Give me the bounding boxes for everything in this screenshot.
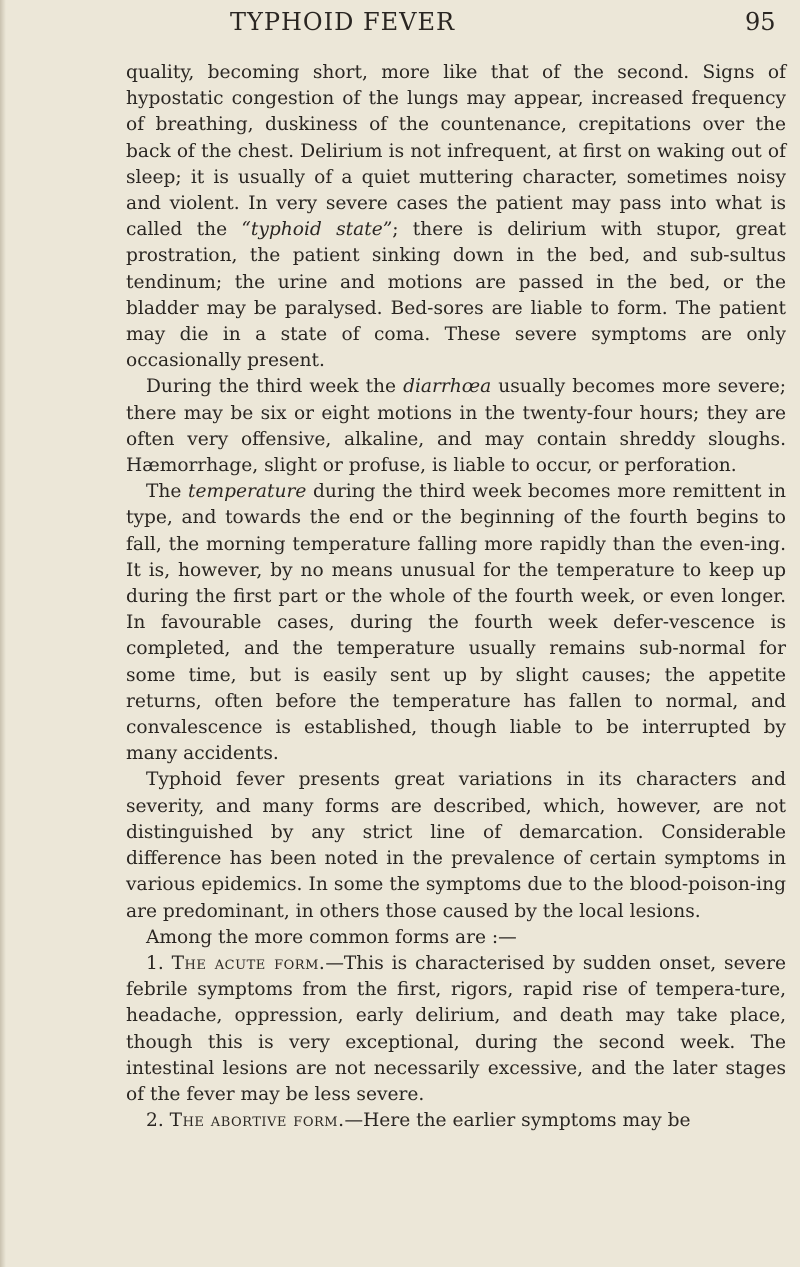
body-text bbox=[126, 60, 786, 1134]
page-header bbox=[0, 8, 800, 48]
paragraph: Among the more common forms are :— bbox=[146, 926, 517, 948]
paragraph: quality, becoming short, more like that of the second. Signs of hypostatic congestion of the lungs may appear, increased frequency of breathing, duskiness of the countenance, crepitations over the back of the chest. Delirium is not infrequent, at first on waking out of sleep; it is usually of a quiet muttering character, sometimes noisy and violent. In very severe cases the patient may pass into what is called the “typhoid state”; there is delirium with stupor, great prostration, the patient sinking down in the bed, and sub-sultus tendinum; the urine and motions are passed in the bed, or the bladder may be paralysed. Bed-sores are liable to form. The patient may die in a state of coma. These severe symptoms are only occasionally present. bbox=[126, 62, 786, 372]
paragraph: The temperature during the third week becomes more remittent in type, and towards the end or the beginning of the fourth begins to fall, the morning temperature falling more rapidly than the even-ing. It is, however, by no means unusual for the temperature to keep up during the first part or the whole of the fourth week, or even longer. In favourable cases, during the fourth week defer-vescence is completed, and the temperature usually remains sub-normal for some time, but is easily sent up by slight causes; the appetite returns, often before the temperature has fallen to normal, and convalescence is established, though liable to be interrupted by many accidents. bbox=[126, 481, 786, 765]
paragraph: Typhoid fever presents great variations in its characters and severity, and many forms are described, which, however, are not distinguished by any strict line of demarcation. Considerable difference has been noted in the prevalence of certain symptoms in various epidemics. In some the symptoms due to the blood-poison-ing are predominant, in others those caused by the local lesions. bbox=[126, 769, 786, 922]
list-item: 1. The acute form.—This is characterised by sudden onset, severe febrile symptoms from the first, rigors, rapid rise of tempera-ture, headache, oppression, early delirium, and death may take place, though this is very exceptional, during the second week. The intestinal lesions are not necessarily excessive, and the later stages of the fever may be less severe. bbox=[126, 952, 786, 1105]
page-number: 95 bbox=[745, 8, 776, 36]
running-head: TYPHOID FEVER bbox=[230, 8, 456, 36]
paragraph: During the third week the diarrhœa usually becomes more severe; there may be six or eight motions in the twenty-four hours; they are often very offensive, alkaline, and may contain shreddy sloughs. Hæmorrhage, slight or profuse, is liable to occur, or perforation. bbox=[126, 376, 786, 477]
list-item: 2. The abortive form.—Here the earlier symptoms may be bbox=[146, 1110, 691, 1132]
page-binding-edge bbox=[0, 0, 6, 1267]
